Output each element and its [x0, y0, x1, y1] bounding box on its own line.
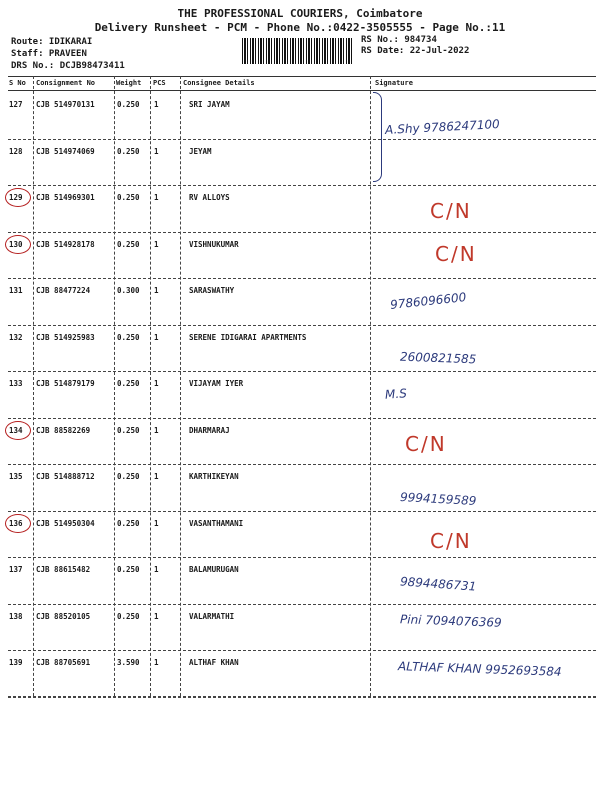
pcs-value: 1: [154, 425, 159, 435]
consignee-name: VALARMATHI: [189, 611, 235, 621]
weight-value: 0.250: [117, 565, 140, 574]
drs-number: DRS No.: DCJB98473411: [11, 61, 125, 71]
cn-mark: C/N: [405, 431, 447, 456]
weight-value: 0.250: [117, 425, 140, 435]
row-sno: 136: [9, 518, 23, 528]
row-sno: 127: [9, 100, 23, 109]
row-separator: [8, 139, 596, 140]
row-sno: 137: [9, 565, 23, 574]
document-title: THE PROFESSIONAL COURIERS, Coimbatore: [177, 7, 423, 20]
row-separator: [8, 511, 596, 512]
row-separator: [8, 185, 596, 186]
row-separator: [8, 464, 596, 465]
table-row: [0, 472, 600, 518]
weight-value: 0.250: [117, 379, 140, 388]
table-row: [0, 147, 600, 193]
red-circle-mark: [5, 514, 31, 533]
row-separator: [8, 650, 596, 651]
barcode: [242, 38, 354, 64]
row-sno: 138: [9, 611, 23, 621]
staff-label: Staff: PRAVEEN: [11, 49, 87, 59]
row-sno: 128: [9, 146, 23, 156]
pcs-value: 1: [154, 565, 159, 574]
weight-value: 3.590: [117, 658, 140, 667]
red-circle-mark: [5, 235, 31, 254]
table-row: [0, 100, 600, 146]
row-sno: 139: [9, 658, 23, 667]
row-sno: 131: [9, 286, 23, 295]
pcs-value: 1: [154, 239, 159, 249]
consignee-name: SRI JAYAM: [189, 100, 230, 109]
pcs-value: 1: [154, 332, 159, 342]
pcs-value: 1: [154, 146, 159, 156]
row-separator: [8, 371, 596, 372]
row-sno: 133: [9, 379, 23, 388]
column-header-sno: S No: [9, 79, 26, 87]
table-row: [0, 565, 600, 611]
pcs-value: 1: [154, 611, 159, 621]
row-separator: [8, 604, 596, 605]
pcs-value: 1: [154, 100, 159, 109]
signature-handwriting: 9894486731: [399, 574, 477, 594]
table-row: [0, 193, 600, 239]
row-sno: 134: [9, 425, 23, 435]
weight-value: 0.250: [117, 239, 140, 249]
consignment-number: CJB 514925983: [36, 332, 95, 342]
row-separator: [8, 232, 596, 233]
consignment-number: CJB 514969301: [36, 193, 95, 202]
consignee-name: KARTHIKEYAN: [189, 472, 239, 481]
row-separator: [8, 557, 596, 558]
row-sno: 129: [9, 193, 23, 202]
table-row: [0, 379, 600, 425]
document-subtitle: Delivery Runsheet - PCM - Phone No.:0422-3505555 - Page No.:11: [94, 21, 506, 34]
weight-value: 0.250: [117, 611, 140, 621]
consignment-number: CJB 88582269: [36, 425, 91, 435]
consignment-number: CJB 88520105: [36, 611, 91, 621]
consignee-name: VIJAYAM IYER: [189, 379, 244, 388]
pcs-value: 1: [154, 286, 159, 295]
signature-handwriting: 9994159589: [399, 490, 477, 508]
table-row: [0, 333, 600, 379]
consignee-name: BALAMURUGAN: [189, 565, 239, 574]
pcs-value: 1: [154, 379, 159, 388]
consignment-number: CJB 514970131: [36, 100, 95, 109]
signature-handwriting: ALTHAF KHAN 9952693584: [397, 659, 562, 679]
weight-value: 0.250: [117, 332, 140, 342]
red-circle-mark: [5, 421, 31, 440]
consignment-number: CJB 88615482: [36, 565, 91, 574]
signature-handwriting: 9786096600: [389, 290, 467, 312]
column-header-signature: Signature: [375, 79, 413, 87]
consignment-number: CJB 514950304: [36, 518, 95, 528]
consignee-name: SERENE IDIGARAI APARTMENTS: [189, 332, 307, 342]
consignee-name: ALTHAF KHAN: [189, 658, 239, 667]
row-separator: [8, 325, 596, 326]
column-header-weight: Weight: [116, 79, 142, 87]
consignment-number: CJB 514888712: [36, 472, 95, 481]
cn-mark: C/N: [435, 241, 477, 266]
consignment-number: CJB 88705691: [36, 658, 91, 667]
consignment-number: CJB 88477224: [36, 286, 91, 295]
consignment-number: CJB 514879179: [36, 379, 95, 388]
row-sno: 135: [9, 472, 23, 481]
row-separator: [8, 278, 596, 279]
row-sno: 132: [9, 332, 23, 342]
weight-value: 0.250: [117, 472, 140, 481]
weight-value: 0.250: [117, 146, 140, 156]
table-row: [0, 519, 600, 565]
consignee-name: SARASWATHY: [189, 286, 235, 295]
consignee-name: RV ALLOYS: [189, 193, 230, 202]
weight-value: 0.250: [117, 193, 140, 202]
weight-value: 0.300: [117, 286, 140, 295]
consignment-number: CJB 514974069: [36, 146, 95, 156]
table-row: [0, 286, 600, 332]
pcs-value: 1: [154, 658, 159, 667]
table-top-border: [8, 76, 596, 77]
cn-mark: C/N: [430, 528, 472, 553]
consignee-name: DHARMARAJ: [189, 425, 230, 435]
column-header-consignee: Consignee Details: [183, 79, 255, 87]
consignee-name: VISHNUKUMAR: [189, 239, 239, 249]
pcs-value: 1: [154, 472, 159, 481]
weight-value: 0.250: [117, 100, 140, 109]
consignment-number: CJB 514928178: [36, 239, 95, 249]
table-row: [0, 658, 600, 704]
signature-handwriting: M.S: [384, 386, 408, 402]
signature-handwriting: 2600821585: [399, 349, 477, 366]
row-separator: [8, 418, 596, 419]
rs-date: RS Date: 22-Jul-2022: [361, 46, 470, 56]
header-bottom-border: [8, 90, 596, 91]
rs-number: RS No.: 984734: [361, 35, 437, 45]
column-header-consignment: Consignment No: [36, 79, 96, 87]
table-bottom-border: [8, 696, 596, 697]
red-circle-mark: [5, 188, 31, 207]
signature-handwriting: Pini 7094076369: [399, 611, 502, 630]
signature-brace-mark: [373, 92, 382, 182]
consignee-name: JEYAM: [189, 146, 212, 156]
column-header-pcs: PCS: [153, 79, 166, 87]
pcs-value: 1: [154, 193, 159, 202]
pcs-value: 1: [154, 518, 159, 528]
table-row: [0, 240, 600, 286]
weight-value: 0.250: [117, 518, 140, 528]
table-row: [0, 426, 600, 472]
consignee-name: VASANTHAMANI: [189, 518, 244, 528]
route-label: Route: IDIKARAI: [11, 37, 93, 47]
cn-mark: C/N: [430, 199, 472, 223]
row-sno: 130: [9, 239, 23, 249]
table-row: [0, 612, 600, 658]
signature-handwriting: A.Shy 9786247100: [384, 117, 501, 137]
